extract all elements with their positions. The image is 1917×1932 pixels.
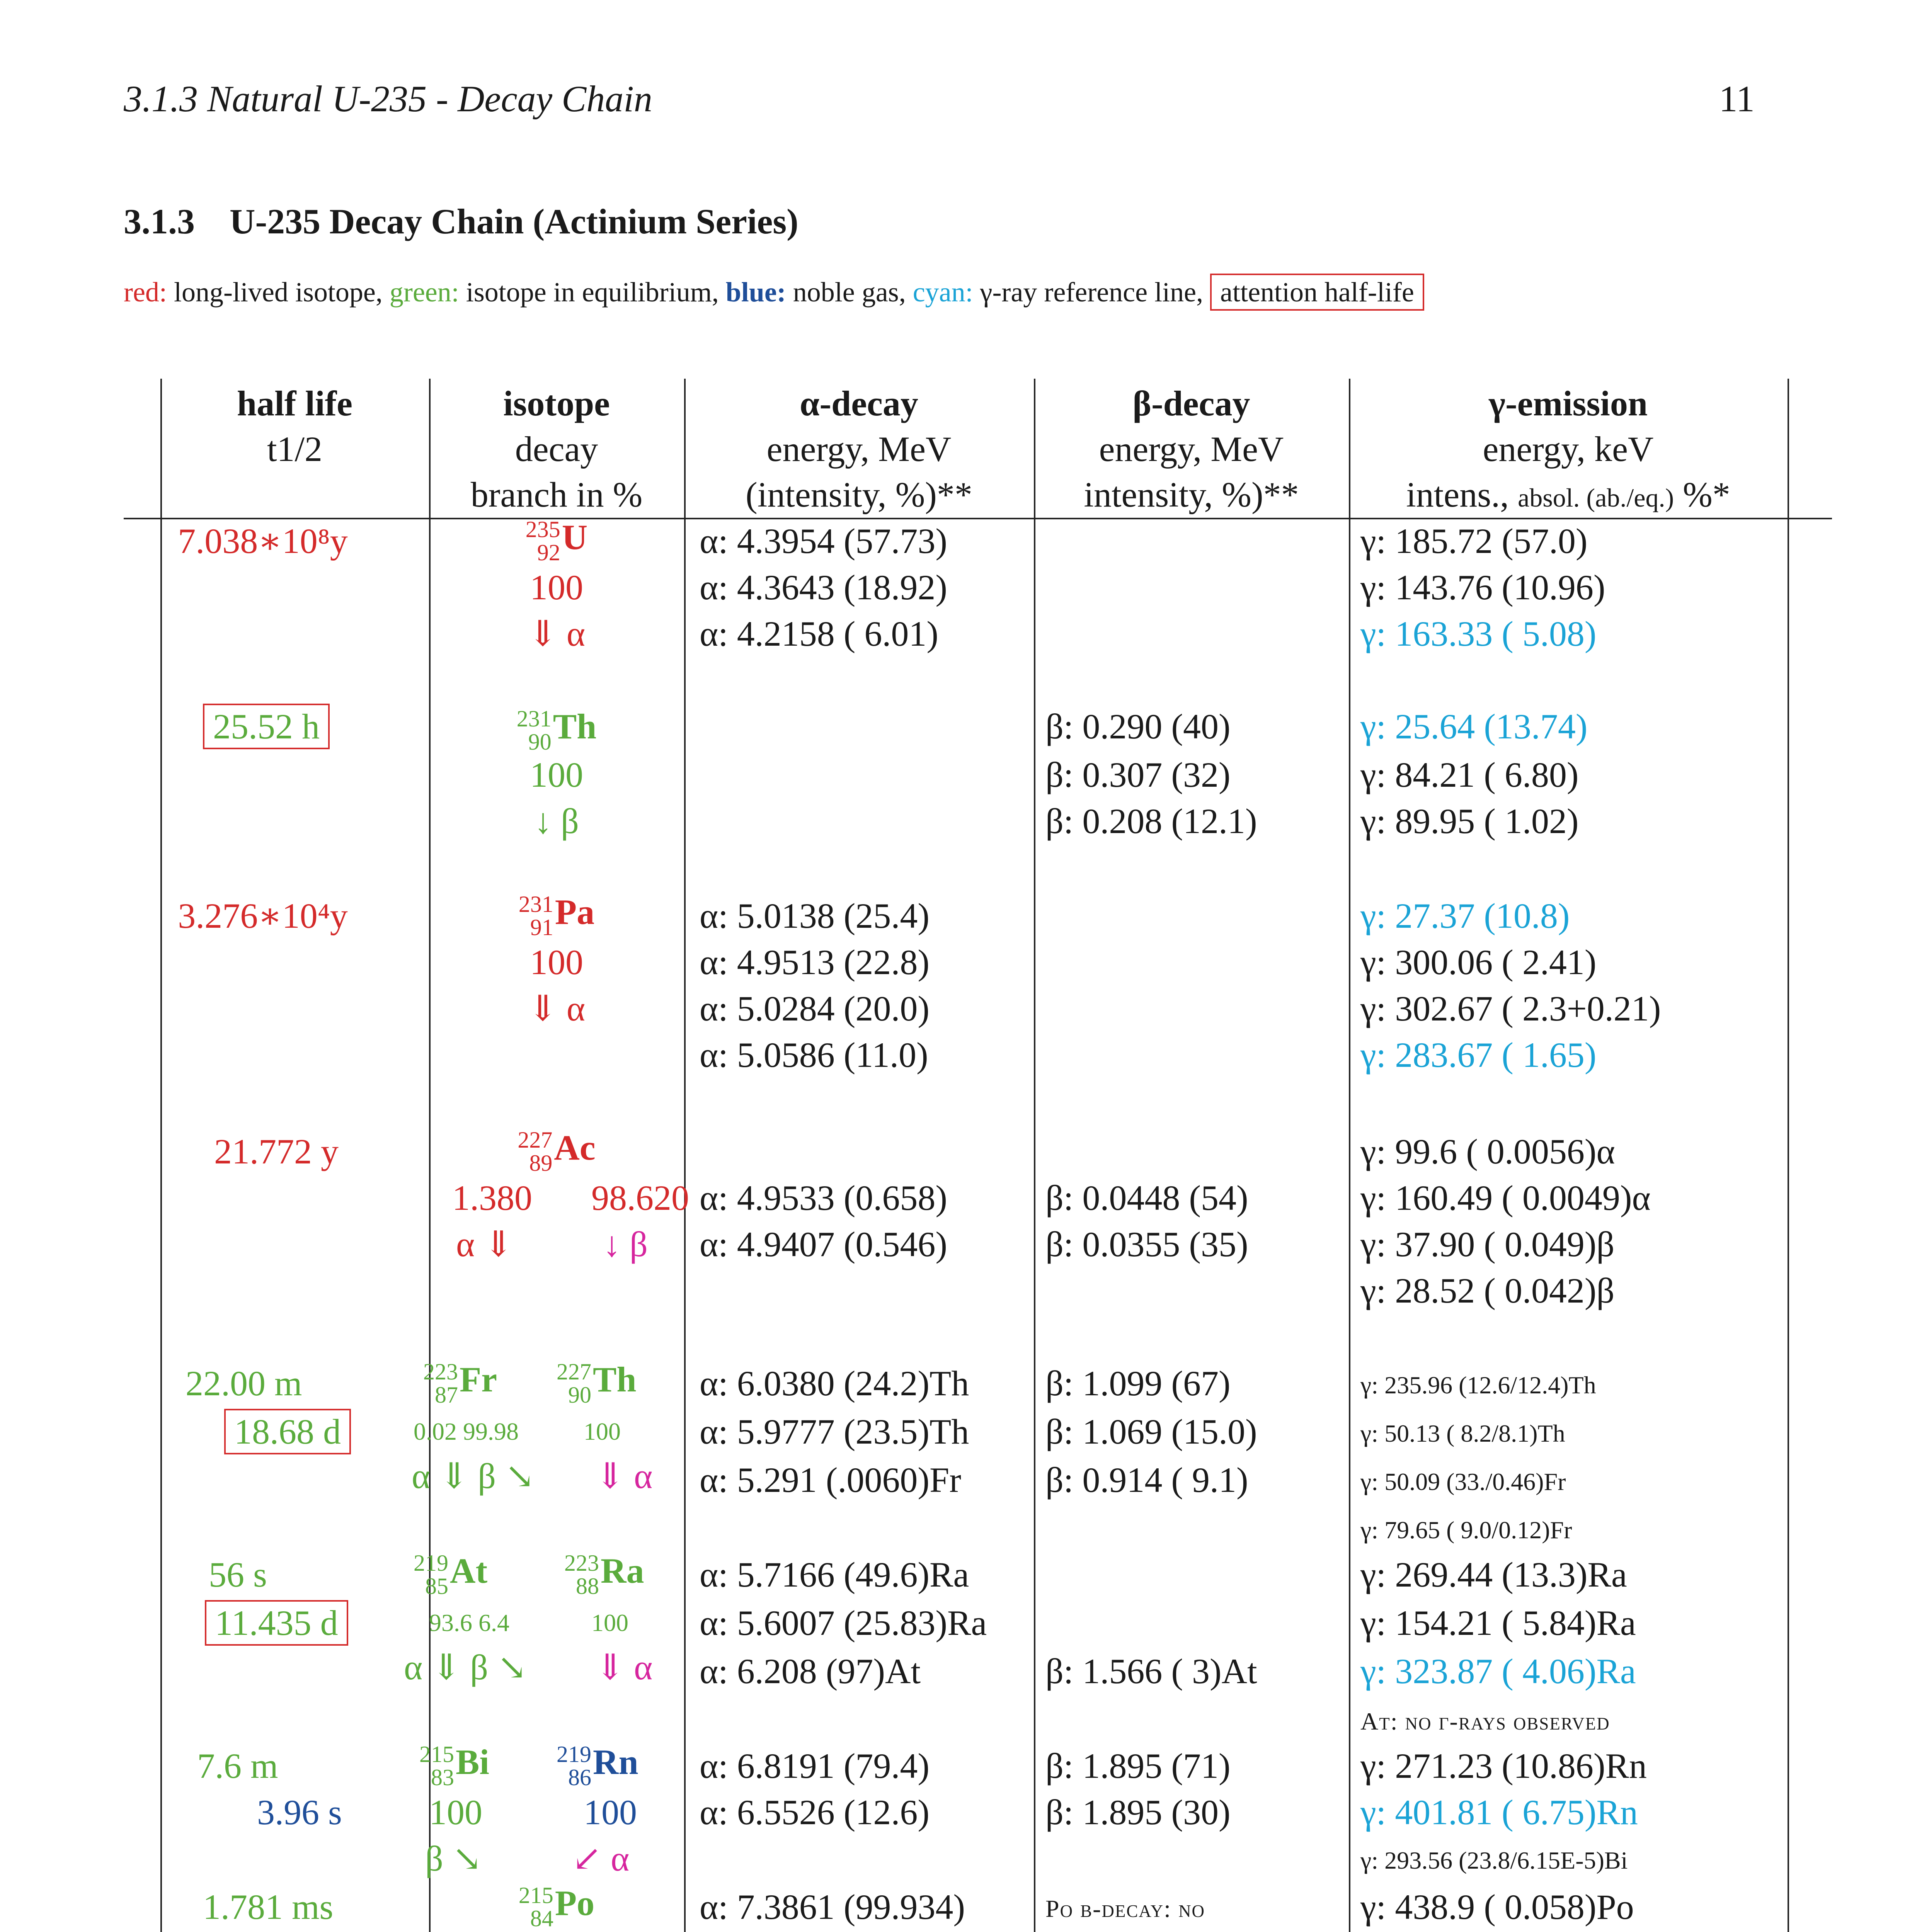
alpha-line: α: 5.9777 (23.5)Th <box>700 1412 969 1451</box>
gamma-line-reference: γ: 25.64 (13.74) <box>1360 707 1588 746</box>
color-legend <box>124 276 1424 308</box>
beta-line: β: 0.914 ( 9.1) <box>1045 1460 1248 1500</box>
alpha-line: α: 5.0284 (20.0) <box>700 989 930 1028</box>
gamma-line: γ: 235.96 (12.6/12.4)Th <box>1360 1371 1596 1399</box>
section-title: U-235 Decay Chain (Actinium Series) <box>230 202 798 241</box>
gamma-line: γ: 185.72 (57.0) <box>1360 521 1588 561</box>
branch-percent: 100 <box>584 1418 621 1445</box>
isotope-label: 227 89 Ac <box>518 1127 596 1176</box>
gamma-line: γ: 438.9 ( 0.058)Po <box>1360 1887 1634 1927</box>
legend-green-text: isotope in equilibrium, <box>466 277 719 308</box>
half-life: 3.276∗10⁴y <box>178 896 348 935</box>
beta-note: Po β-decay: no <box>1045 1895 1205 1922</box>
decay-arrow-main: ⇓ α <box>595 1648 653 1687</box>
page-number: 11 <box>1719 78 1755 119</box>
legend-cyan-text: γ-ray reference line, <box>980 277 1204 308</box>
gamma-line: γ: 271.23 (10.86)Rn <box>1360 1746 1647 1786</box>
gamma-line: γ: 269.44 (13.3)Ra <box>1360 1555 1627 1594</box>
gamma-line: γ: 99.6 ( 0.0056)α <box>1360 1132 1615 1171</box>
isotope-label: 227 90 Th <box>557 1359 637 1408</box>
gamma-line: γ: 50.13 ( 8.2/8.1)Th <box>1360 1420 1565 1447</box>
section-number: 3.1.3 <box>124 202 195 241</box>
branch-percent: 100 <box>530 568 583 607</box>
isotope-label: 235 92 U <box>525 516 588 565</box>
gamma-line-reference: γ: 401.81 ( 6.75)Rn <box>1360 1793 1638 1832</box>
half-life-boxed: 25.52 h <box>203 704 330 749</box>
isotope-label: 223 88 Ra <box>564 1550 644 1599</box>
alpha-line: α: 4.3643 (18.92) <box>700 568 948 607</box>
alpha-line: α: 5.7166 (49.6)Ra <box>700 1555 969 1594</box>
beta-line: β: 0.307 (32) <box>1045 755 1231 794</box>
isotope-label: 223 87 Fr <box>423 1359 497 1408</box>
half-life: 7.038∗10⁸y <box>178 521 348 561</box>
branch-percent: 100 <box>591 1609 628 1636</box>
half-life-boxed: 11.435 d <box>205 1600 348 1646</box>
running-title: 3.1.3 Natural U-235 - Decay Chain <box>124 78 652 119</box>
beta-line: β: 0.0355 (35) <box>1045 1225 1248 1264</box>
legend-red-key: red: <box>124 277 167 308</box>
decay-arrow-beta-main: ↓ β <box>603 1225 648 1264</box>
beta-line: β: 1.895 (30) <box>1045 1793 1231 1832</box>
half-life: 56 s <box>209 1555 267 1594</box>
beta-line: β: 1.099 (67) <box>1045 1364 1231 1403</box>
header-beta: β-decay energy, MeV intensity, %)** <box>1084 384 1299 514</box>
header-alpha: α-decay energy, MeV (intensity, %)** <box>746 384 972 514</box>
gamma-line: γ: 89.95 ( 1.02) <box>1360 801 1579 841</box>
gamma-line: γ: 302.67 ( 2.3+0.21) <box>1360 989 1661 1028</box>
gamma-line: γ: 28.52 ( 0.042)β <box>1360 1271 1615 1310</box>
half-life: 1.781 ms <box>203 1887 334 1927</box>
gamma-line: γ: 37.90 ( 0.049)β <box>1360 1225 1615 1264</box>
beta-line: β: 1.069 (15.0) <box>1045 1412 1257 1451</box>
gamma-line: γ: 143.76 (10.96) <box>1360 568 1605 607</box>
legend-cyan-key: cyan: <box>913 277 973 308</box>
branch-percent: 0.02 99.98 <box>414 1418 519 1445</box>
legend-red-text: long-lived isotope, <box>174 277 383 308</box>
branch-alpha: 1.380 <box>452 1178 532 1218</box>
half-life: 7.6 m <box>197 1746 278 1786</box>
branch-percent: 93.6 6.4 <box>429 1609 509 1636</box>
gamma-note: At: no γ-rays observed <box>1360 1708 1610 1735</box>
branch-percent: 100 <box>429 1793 482 1832</box>
table-rule-v4 <box>1034 379 1035 1932</box>
alpha-line: α: 4.2158 ( 6.01) <box>700 614 939 653</box>
gamma-line-reference: γ: 163.33 ( 5.08) <box>1360 614 1597 653</box>
alpha-line: α: 4.9533 (0.658) <box>700 1178 948 1218</box>
branch-percent: 100 <box>530 755 583 794</box>
decay-arrow: β ↘ <box>425 1839 482 1878</box>
half-life-noble: 3.96 s <box>257 1793 342 1832</box>
gamma-line: γ: 79.65 ( 9.0/0.12)Fr <box>1360 1516 1572 1544</box>
isotope-label: 231 91 Pa <box>518 891 595 940</box>
legend-attention-box: attention half-life <box>1210 274 1424 311</box>
gamma-line-reference: γ: 323.87 ( 4.06)Ra <box>1360 1651 1636 1691</box>
gamma-line: γ: 293.56 (23.8/6.15E-5)Bi <box>1360 1847 1628 1874</box>
table-rule-v3 <box>684 379 686 1932</box>
decay-arrow-main: ↙ α <box>572 1839 630 1878</box>
beta-line: β: 0.290 (40) <box>1045 707 1231 746</box>
gamma-line: γ: 160.49 ( 0.0049)α <box>1360 1178 1651 1218</box>
alpha-line: α: 6.0380 (24.2)Th <box>700 1364 969 1403</box>
gamma-line: γ: 84.21 ( 6.80) <box>1360 755 1579 794</box>
legend-blue-text: noble gas, <box>793 277 906 308</box>
table-rule-v6 <box>1788 379 1789 1932</box>
header-half-life: half life t1/2 <box>237 384 352 469</box>
header-gamma: γ-emission energy, keV intens., absol. (ab./eq.) %* <box>1406 384 1730 514</box>
isotope-label-noble: 219 86 Rn <box>557 1741 638 1790</box>
branch-beta: 98.620 <box>591 1178 689 1218</box>
decay-arrow: ⇓ α <box>528 614 586 653</box>
half-life-boxed: 18.68 d <box>224 1409 351 1454</box>
gamma-line: γ: 50.09 (33./0.46)Fr <box>1360 1468 1566 1495</box>
alpha-line: α: 7.3861 (99.934) <box>700 1887 965 1927</box>
section-heading <box>124 201 798 242</box>
decay-arrow-main: ⇓ α <box>595 1456 653 1496</box>
branch-percent: 100 <box>584 1793 637 1832</box>
legend-blue-key: blue: <box>725 277 786 308</box>
alpha-line: α: 4.9513 (22.8) <box>700 942 930 982</box>
gamma-line-reference: γ: 27.37 (10.8) <box>1360 896 1570 935</box>
beta-line: β: 0.0448 (54) <box>1045 1178 1248 1218</box>
alpha-line: α: 5.6007 (25.83)Ra <box>700 1603 987 1643</box>
alpha-line: α: 6.208 (97)At <box>700 1651 921 1691</box>
beta-line: β: 1.895 (71) <box>1045 1746 1231 1786</box>
gamma-line-reference: γ: 283.67 ( 1.65) <box>1360 1035 1597 1075</box>
alpha-line: α: 4.3954 (57.73) <box>700 521 948 561</box>
decay-arrow: ↓ β <box>534 801 579 841</box>
table-rule-v5 <box>1349 379 1350 1932</box>
decay-arrow: ⇓ α <box>528 989 586 1028</box>
branch-percent: 100 <box>530 942 583 982</box>
decay-arrow: α ⇓ β ↘ <box>404 1648 527 1687</box>
alpha-line: α: 6.5526 (12.6) <box>700 1793 930 1832</box>
half-life: 22.00 m <box>186 1364 302 1403</box>
isotope-label: 231 90 Th <box>516 706 597 755</box>
alpha-line: α: 6.8191 (79.4) <box>700 1746 930 1786</box>
header-isotope: isotope decay branch in % <box>470 384 643 514</box>
isotope-label: 215 84 Po <box>518 1882 595 1931</box>
gamma-line: γ: 154.21 ( 5.84)Ra <box>1360 1603 1636 1643</box>
alpha-line: α: 5.0586 (11.0) <box>700 1035 928 1075</box>
beta-line: β: 0.208 (12.1) <box>1045 801 1257 841</box>
half-life: 21.772 y <box>214 1132 339 1171</box>
isotope-label: 215 83 Bi <box>419 1741 489 1790</box>
beta-line: β: 1.566 ( 3)At <box>1045 1651 1257 1691</box>
alpha-line: α: 4.9407 (0.546) <box>700 1225 948 1264</box>
decay-arrow: α ⇓ β ↘ <box>412 1456 535 1496</box>
gamma-line: γ: 300.06 ( 2.41) <box>1360 942 1597 982</box>
alpha-line: α: 5.291 (.0060)Fr <box>700 1460 961 1500</box>
legend-green-key: green: <box>389 277 459 308</box>
decay-arrow-alpha: α ⇓ <box>456 1225 514 1264</box>
alpha-line: α: 5.0138 (25.4) <box>700 896 930 935</box>
isotope-label: 219 85 At <box>414 1550 488 1599</box>
